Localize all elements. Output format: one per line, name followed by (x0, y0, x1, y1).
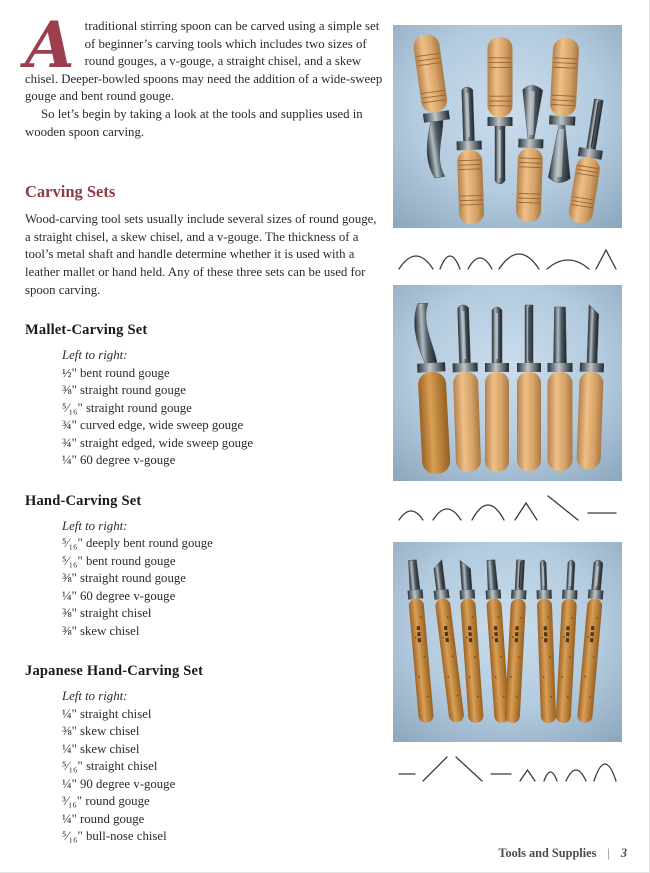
intro-text: traditional stirring spoon can be carved using a simple set of beginner’s carving tools which includes two sizes of round gouges, a v-gouge, a straight chisel, and a skew chisel. Deeper-bowled spoons may need the addition of a wide-sweep gouge and bent round gouge. (25, 19, 383, 104)
tool-profile-icon (465, 242, 495, 272)
list-lead-label: Left to right: (62, 518, 128, 533)
tool-profile-icon (593, 242, 619, 272)
page-footer (498, 846, 627, 861)
carving-sets-paragraph: Wood-carving tool sets usually include several sizes of round gouge, a straight chisel, a skew chisel, and a v-gouge. The thickness of a tool’s metal shaft and handle determine whether it is used with a leather mallet or hand held. Any of these three sets can be used for spoon carving. (25, 212, 377, 297)
tool-profile-icon (585, 493, 619, 523)
tool-list-item: ¼" round gouge (62, 811, 145, 826)
tool-profile-icon (512, 493, 540, 523)
tool-list-item: ⅜" skew chisel (62, 623, 140, 638)
tool-list-item: ¾" straight edged, wide sweep gouge (62, 435, 254, 450)
tool-profile-icon (563, 754, 589, 784)
tool-profile-icon (496, 242, 542, 272)
tool-list-items (62, 535, 383, 640)
heading-carving-sets: Carving Sets (25, 182, 116, 202)
text-column (25, 8, 383, 846)
heading-mallet-carving-set: Mallet-Carving Set (25, 322, 148, 339)
photo-column (393, 25, 622, 784)
tool-profile-icon (488, 754, 514, 784)
profile-row-hand-set (396, 491, 620, 523)
tool-profile-icon (591, 754, 619, 784)
profile-row-mallet-set (396, 240, 620, 272)
tool-list-item: ⁵⁄₁₆" straight round gouge (62, 400, 192, 415)
tool-list-items (62, 365, 383, 470)
photo-japanese-hand-carving-set (393, 542, 622, 742)
footer-section-title: Tools and Supplies (498, 846, 597, 860)
tool-profile-icon (420, 754, 450, 784)
tool-profile-icon (453, 754, 485, 784)
tool-list-item: ⁵⁄₁₆" bent round gouge (62, 553, 176, 568)
hand-carving-tool-list (25, 518, 383, 641)
dropcap-letter: A (25, 8, 75, 83)
footer-divider: | (607, 846, 610, 860)
photo-mallet-carving-set (393, 25, 622, 228)
tool-profile-icon (437, 242, 463, 272)
list-lead-label: Left to right: (62, 689, 128, 704)
tool-list-item: ¼" 60 degree v-gouge (62, 453, 176, 468)
mallet-carving-tool-list (25, 347, 383, 470)
intro-paragraph (25, 8, 383, 106)
tool-profile-icon (396, 242, 436, 272)
japanese-carving-tool-list (25, 688, 383, 846)
tool-list-item: ³⁄₁₆" round gouge (62, 794, 150, 809)
section-hand-carving-set (25, 493, 383, 641)
photo-hand-carving-set (393, 285, 622, 481)
tool-profile-icon (469, 493, 507, 523)
tool-profile-icon (396, 754, 418, 784)
section-mallet-carving-set (25, 322, 383, 470)
tool-list-items (62, 706, 383, 846)
tool-list-item: ¾" curved edge, wide sweep gouge (62, 418, 244, 433)
tool-list-item: ⅜" straight round gouge (62, 383, 186, 398)
tool-list-item: ⁵⁄₁₆" straight chisel (62, 759, 158, 774)
tool-list-item: ¼" skew chisel (62, 741, 140, 756)
tool-list-item: ¼" 90 degree v-gouge (62, 776, 176, 791)
intro-paragraph-2: So let’s begin by taking a look at the tools and supplies used in wooden spoon carving. (25, 106, 363, 139)
list-lead-label: Left to right: (62, 348, 128, 363)
tool-profile-icon (396, 493, 426, 523)
tool-profile-icon (430, 493, 464, 523)
tool-list-item: ¼" 60 degree v-gouge (62, 588, 176, 603)
heading-japanese-hand-carving-set: Japanese Hand-Carving Set (25, 663, 204, 680)
tool-profile-icon (544, 242, 592, 272)
tool-list-item: ⁵⁄₁₆" deeply bent round gouge (62, 536, 213, 551)
tool-list-item: ⅜" straight round gouge (62, 571, 186, 586)
heading-hand-carving-set: Hand-Carving Set (25, 492, 142, 509)
tool-list-item: ⅜" straight chisel (62, 606, 152, 621)
tool-list-item: ⅜" skew chisel (62, 724, 140, 739)
tool-list-item: ¼" straight chisel (62, 706, 152, 721)
tool-list-item: ½" bent round gouge (62, 365, 170, 380)
tool-profile-icon (541, 754, 560, 784)
tool-list-item: ⁵⁄₁₆" bull-nose chisel (62, 829, 167, 844)
section-japanese-hand-carving-set (25, 663, 383, 846)
tool-profile-icon (545, 493, 581, 523)
page-number: 3 (620, 846, 627, 860)
tool-profile-icon (517, 754, 538, 784)
profile-row-japanese-set (396, 752, 620, 784)
